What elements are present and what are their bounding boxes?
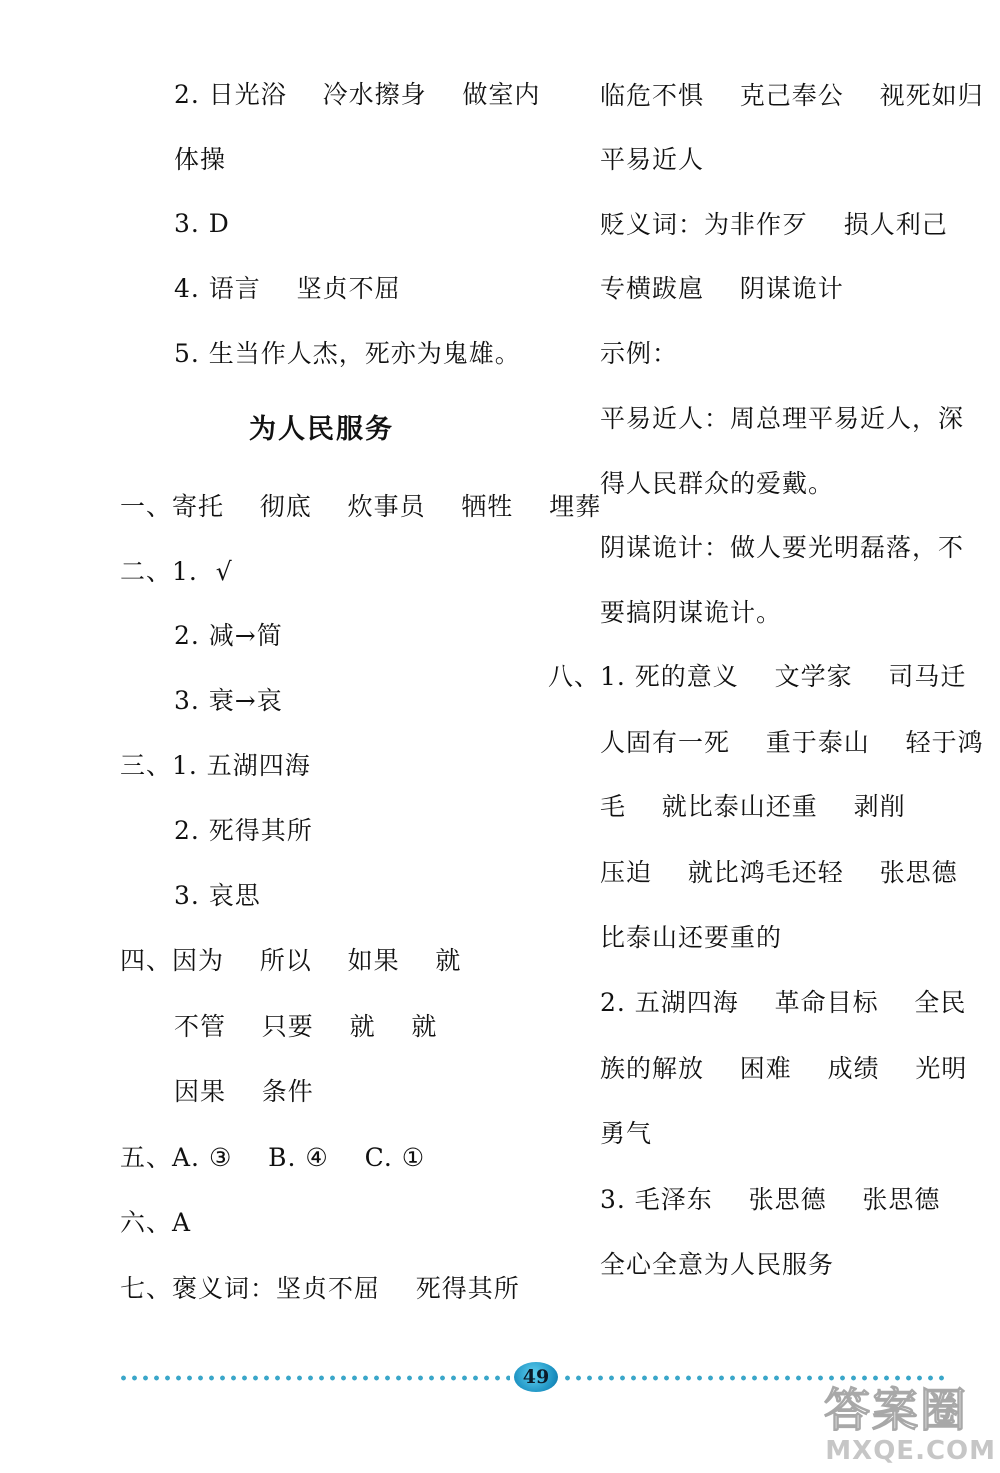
answer-line: 二、1. √	[120, 557, 233, 586]
answer-line: 专横跋扈 阴谋诡计	[600, 274, 844, 303]
answer-line: 四、因为 所以 如果 就	[120, 946, 462, 975]
answer-line: 平易近人	[600, 145, 705, 174]
footer-dot-border-right	[562, 1373, 947, 1383]
answer-line: 人固有一死 重于泰山 轻于鸿	[600, 728, 984, 757]
answer-line: 不管 只要 就 就	[174, 1012, 438, 1041]
answer-line: 得人民群众的爱戴。	[600, 469, 835, 498]
answer-line: 比泰山还要重的	[600, 923, 783, 952]
answer-line: 全心全意为人民服务	[600, 1250, 835, 1279]
answer-line: 2. 五湖四海 革命目标 全民	[600, 988, 967, 1017]
answer-line: 3. 毛泽东 张思德 张思德	[600, 1185, 941, 1214]
footer-dot-border-left	[118, 1373, 510, 1383]
answer-line: 4. 语言 坚贞不屈	[174, 274, 401, 303]
answer-line: 2. 日光浴 冷水擦身 做室内	[174, 80, 541, 109]
answer-line: 八、1. 死的意义 文学家 司马迁	[548, 662, 967, 691]
answer-line: 3. D	[174, 209, 230, 238]
answer-line: 3. 衰→哀	[174, 686, 283, 715]
answer-line: 阴谋诡计：做人要光明磊落，不	[600, 533, 965, 562]
answer-line: 要搞阴谋诡计。	[600, 598, 783, 627]
answer-line: 三、1. 五湖四海	[120, 751, 311, 780]
page-number: 49	[514, 1362, 558, 1392]
answer-line: 2. 死得其所	[174, 816, 313, 845]
answer-line: 平易近人：周总理平易近人，深	[600, 404, 965, 433]
answer-line: 压迫 就比鸿毛还轻 张思德	[600, 858, 958, 887]
answer-line: 示例：	[600, 339, 679, 368]
answer-line: 体操	[174, 145, 227, 174]
answer-line: 贬义词：为非作歹 损人利己	[600, 210, 948, 239]
answer-line: 毛 就比泰山还重 剥削	[600, 792, 906, 821]
watermark	[791, 1384, 996, 1470]
answer-line: 勇气	[600, 1119, 653, 1148]
watermark-url: MXQE.COM	[825, 1436, 996, 1466]
answer-line: 临危不惧 克己奉公 视死如归	[600, 81, 984, 110]
answer-line: 因果 条件	[174, 1077, 314, 1106]
answer-line: 一、寄托 彻底 炊事员 牺牲 埋葬	[120, 492, 602, 521]
answer-line: 五、A. ③ B. ④ C. ①	[120, 1143, 426, 1172]
answer-line: 2. 减→简	[174, 621, 283, 650]
answer-line: 七、褒义词：坚贞不屈 死得其所	[120, 1274, 520, 1303]
section-title: 为人民服务	[249, 414, 394, 445]
watermark-logo-text: 答案圈	[824, 1383, 968, 1437]
answer-line: 六、A	[120, 1208, 192, 1237]
answer-line: 族的解放 困难 成绩 光明	[600, 1054, 968, 1083]
answer-line: 5. 生当作人杰，死亦为鬼雄。	[174, 339, 521, 368]
answer-line: 3. 哀思	[174, 881, 261, 910]
